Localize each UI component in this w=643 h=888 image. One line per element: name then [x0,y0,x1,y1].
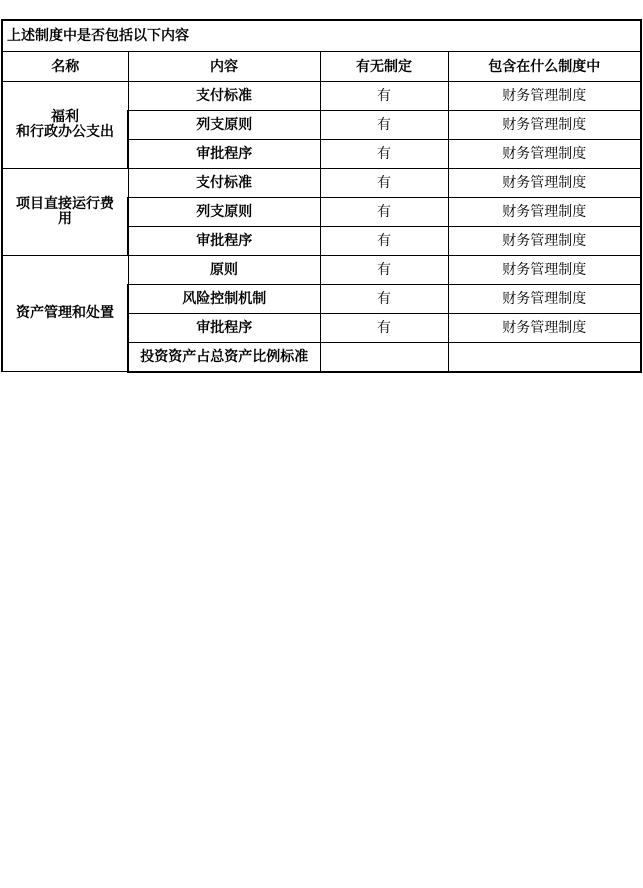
exists-cell: 有 [320,256,448,285]
content-cell: 支付标准 [128,169,320,198]
table-row [2,82,641,111]
content-cell: 投资资产占总资产比例标准 [128,343,320,372]
content-cell: 列支原则 [128,198,320,227]
system-cell: 财务管理制度 [448,169,641,198]
content-cell: 原则 [128,256,320,285]
system-cell: 财务管理制度 [448,198,641,227]
content-cell: 审批程序 [128,140,320,169]
group-name-welfare: 福利 和行政办公支出 [2,82,128,169]
system-cell: 财务管理制度 [448,82,641,111]
system-cell: 财务管理制度 [448,256,641,285]
exists-cell: 有 [320,314,448,343]
header-content: 内容 [128,52,320,82]
regulation-table [1,19,642,373]
header-row [2,52,641,82]
group-name-project-costs: 项目直接运行费 用 [2,169,128,256]
system-cell [448,343,641,372]
table-title: 上述制度中是否包括以下内容 [2,20,641,52]
exists-cell: 有 [320,285,448,314]
exists-cell [320,343,448,372]
exists-cell: 有 [320,111,448,140]
content-cell: 审批程序 [128,227,320,256]
content-cell: 审批程序 [128,314,320,343]
exists-cell: 有 [320,227,448,256]
system-cell: 财务管理制度 [448,314,641,343]
content-cell: 列支原则 [128,111,320,140]
title-row [2,20,641,52]
exists-cell: 有 [320,82,448,111]
header-system: 包含在什么制度中 [448,52,641,82]
content-cell: 支付标准 [128,82,320,111]
table-row [2,169,641,198]
header-exists: 有无制定 [320,52,448,82]
content-cell: 风险控制机制 [128,285,320,314]
header-name: 名称 [2,52,128,82]
system-cell: 财务管理制度 [448,111,641,140]
system-cell: 财务管理制度 [448,140,641,169]
system-cell: 财务管理制度 [448,227,641,256]
system-cell: 财务管理制度 [448,285,641,314]
table-row [2,256,641,285]
exists-cell: 有 [320,140,448,169]
group-name-asset-management: 资产管理和处置 [2,256,128,372]
exists-cell: 有 [320,198,448,227]
exists-cell: 有 [320,169,448,198]
